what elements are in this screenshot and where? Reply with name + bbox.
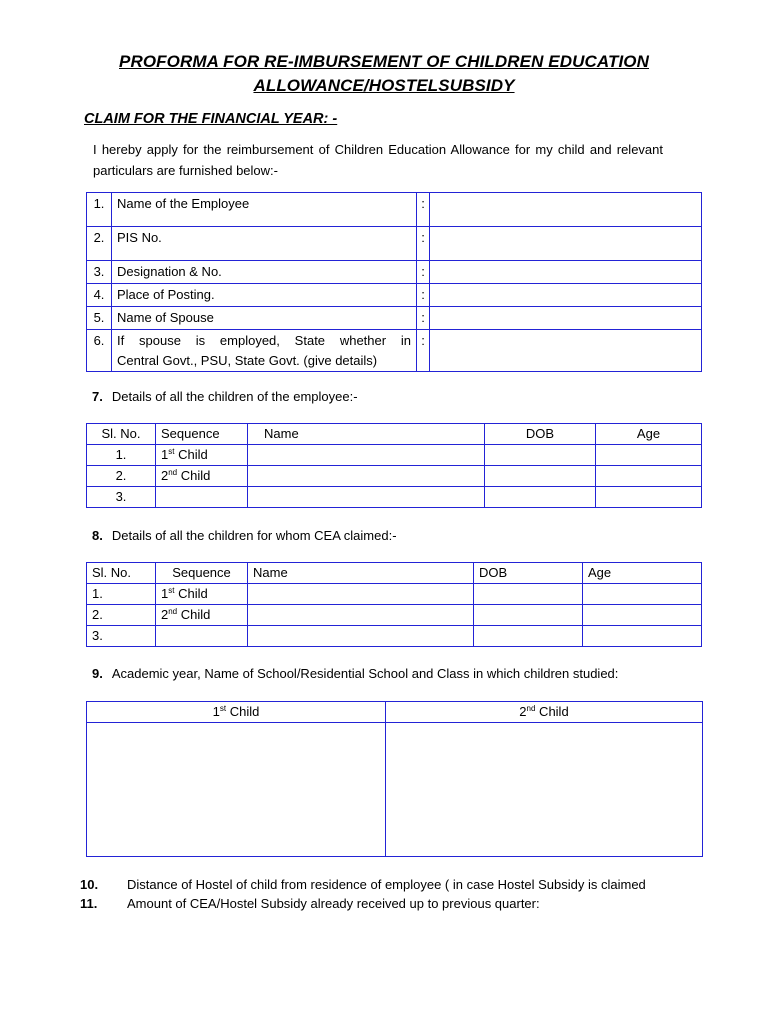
pis-no-field[interactable] xyxy=(430,227,702,261)
table-row xyxy=(87,284,702,307)
table-row xyxy=(87,466,702,487)
age-cell[interactable] xyxy=(596,487,702,508)
field-separator: : xyxy=(417,284,430,307)
employee-name-field[interactable] xyxy=(430,193,702,227)
column-header: Age xyxy=(596,424,702,445)
sequence-cell: 2nd Child xyxy=(156,466,248,487)
section-number: 8. xyxy=(92,528,103,543)
dob-cell[interactable] xyxy=(485,487,596,508)
column-header: Sl. No. xyxy=(87,563,156,584)
table-row xyxy=(87,307,702,330)
column-header: Sequence xyxy=(156,563,248,584)
place-of-posting-field[interactable] xyxy=(430,284,702,307)
column-header: Name xyxy=(248,424,485,445)
school-details-table xyxy=(86,701,703,857)
field-label-line1: If spouse is employed, State whether in xyxy=(117,333,411,348)
spouse-name-field[interactable] xyxy=(430,307,702,330)
column-header: Sequence xyxy=(156,424,248,445)
form-title-line1: PROFORMA FOR RE-IMBURSEMENT OF CHILDREN EDUCATION xyxy=(119,52,649,71)
table-row xyxy=(87,584,702,605)
age-cell[interactable] xyxy=(596,445,702,466)
column-header: Sl. No. xyxy=(87,424,156,445)
table-row xyxy=(87,330,702,372)
row-number: 3. xyxy=(87,261,112,284)
name-cell[interactable] xyxy=(248,487,485,508)
column-header: DOB xyxy=(474,563,583,584)
table-row xyxy=(87,723,703,857)
column-header-second-child: 2nd Child xyxy=(386,702,703,723)
name-cell[interactable] xyxy=(248,466,485,487)
age-cell[interactable] xyxy=(583,626,702,647)
field-separator: : xyxy=(417,227,430,261)
section-8-heading xyxy=(92,528,397,543)
item-text: Amount of CEA/Hostel Subsidy already received up to previous quarter: xyxy=(127,896,540,911)
table-row xyxy=(87,626,702,647)
employee-details-table xyxy=(86,192,702,372)
field-label: Designation & No. xyxy=(112,261,417,284)
sequence-cell[interactable] xyxy=(156,487,248,508)
name-cell[interactable] xyxy=(248,605,474,626)
age-cell[interactable] xyxy=(583,584,702,605)
field-label: PIS No. xyxy=(112,227,417,261)
sequence-cell: 2nd Child xyxy=(156,605,248,626)
intro-paragraph: I hereby apply for the reimbursement of Children Education Allowance for my child and relevant particulars are furnished below:- xyxy=(93,142,663,178)
section-text: Academic year, Name of School/Residential School and Class in which children studied: xyxy=(111,666,619,681)
table-row xyxy=(87,193,702,227)
section-text: Details of all the children for whom CEA claimed:- xyxy=(111,528,397,543)
form-title-line2: ALLOWANCE/HOSTELSUBSIDY xyxy=(253,76,515,95)
children-table xyxy=(86,423,702,508)
field-label: Place of Posting. xyxy=(112,284,417,307)
item-11 xyxy=(80,896,540,911)
row-number: 4. xyxy=(87,284,112,307)
table-row xyxy=(87,445,702,466)
section-number: 7. xyxy=(92,389,103,404)
dob-cell[interactable] xyxy=(474,605,583,626)
field-separator: : xyxy=(417,193,430,227)
sequence-cell[interactable] xyxy=(156,626,248,647)
field-separator: : xyxy=(417,330,430,372)
item-number: 10. xyxy=(80,877,99,892)
dob-cell[interactable] xyxy=(485,445,596,466)
claim-heading: CLAIM FOR THE FINANCIAL YEAR: - xyxy=(84,111,338,127)
field-label-line2: Central Govt., PSU, State Govt. (give details) xyxy=(117,353,378,368)
name-cell[interactable] xyxy=(248,626,474,647)
age-cell[interactable] xyxy=(596,466,702,487)
row-number: 6. xyxy=(87,330,112,372)
cea-claimed-table xyxy=(86,562,702,647)
item-10 xyxy=(80,877,646,892)
item-text: Distance of Hostel of child from residence of employee ( in case Hostel Subsidy is claimed xyxy=(127,877,646,892)
field-separator: : xyxy=(417,261,430,284)
table-row xyxy=(87,261,702,284)
row-number: 2. xyxy=(87,605,156,626)
first-child-school-cell[interactable] xyxy=(87,723,386,857)
table-row xyxy=(87,605,702,626)
row-number: 5. xyxy=(87,307,112,330)
row-number: 3. xyxy=(87,487,156,508)
section-number: 9. xyxy=(92,666,103,681)
row-number: 1. xyxy=(87,445,156,466)
sequence-cell: 1st Child xyxy=(156,445,248,466)
row-number: 2. xyxy=(87,227,112,261)
name-cell[interactable] xyxy=(248,584,474,605)
row-number: 1. xyxy=(87,193,112,227)
age-cell[interactable] xyxy=(583,605,702,626)
field-separator: : xyxy=(417,307,430,330)
table-header-row xyxy=(87,424,702,445)
section-9-heading xyxy=(92,666,618,681)
table-row xyxy=(87,227,702,261)
column-header: Name xyxy=(248,563,474,584)
spouse-employment-field[interactable] xyxy=(430,330,702,372)
table-row xyxy=(87,487,702,508)
section-7-heading xyxy=(92,389,358,404)
table-header-row xyxy=(87,702,703,723)
dob-cell[interactable] xyxy=(474,626,583,647)
sequence-cell: 1st Child xyxy=(156,584,248,605)
column-header-first-child: 1st Child xyxy=(87,702,386,723)
designation-field[interactable] xyxy=(430,261,702,284)
dob-cell[interactable] xyxy=(474,584,583,605)
dob-cell[interactable] xyxy=(485,466,596,487)
field-label: Name of Spouse xyxy=(112,307,417,330)
item-number: 11. xyxy=(80,896,98,911)
column-header: Age xyxy=(583,563,702,584)
name-cell[interactable] xyxy=(248,445,485,466)
row-number: 1. xyxy=(87,584,156,605)
row-number: 2. xyxy=(87,466,156,487)
second-child-school-cell[interactable] xyxy=(386,723,703,857)
table-header-row xyxy=(87,563,702,584)
field-label xyxy=(112,330,417,372)
row-number: 3. xyxy=(87,626,156,647)
field-label: Name of the Employee xyxy=(112,193,417,227)
section-text: Details of all the children of the employee:- xyxy=(111,389,358,404)
column-header: DOB xyxy=(485,424,596,445)
